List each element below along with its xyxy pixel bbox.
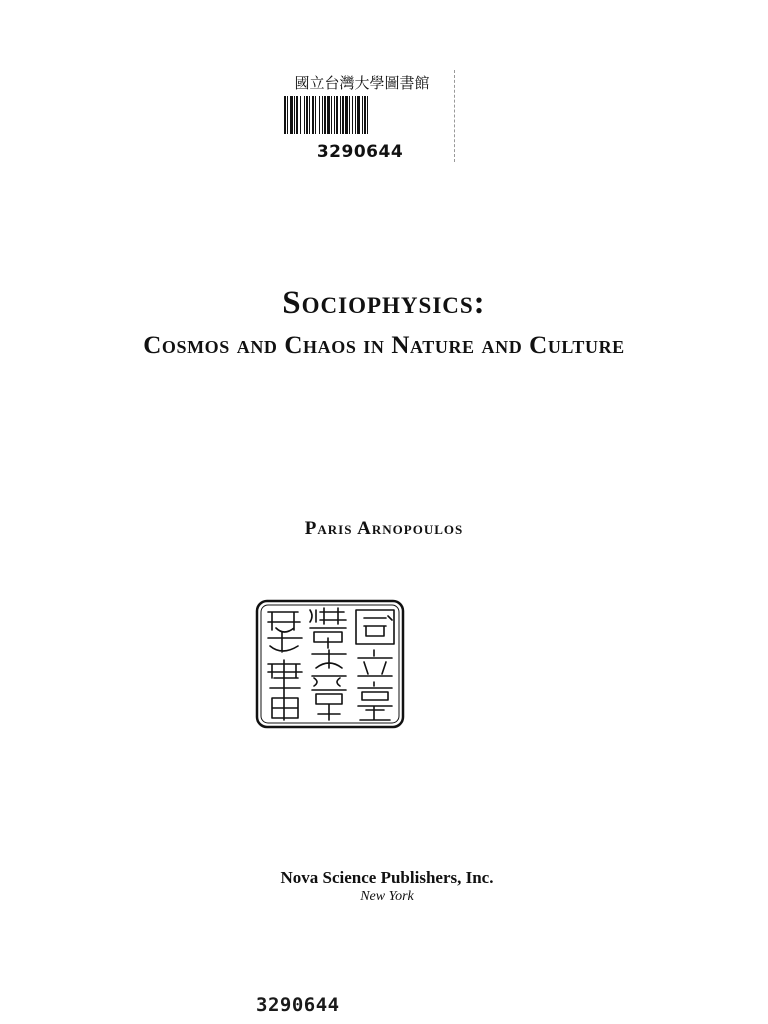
book-subtitle: Cosmos and Chaos in Nature and Culture <box>143 332 625 359</box>
library-name: 國立台灣大學圖書館 <box>294 74 430 92</box>
label-edge-divider <box>454 70 456 162</box>
publisher-name: Nova Science Publishers, Inc. <box>280 868 494 887</box>
library-seal-icon <box>254 598 406 730</box>
publisher-city: New York <box>360 889 414 904</box>
book-title: Sociophysics: <box>282 285 486 321</box>
stamped-accession-number: 3290644 <box>256 994 340 1016</box>
barcode-icon <box>284 96 434 134</box>
barcode-number: 3290644 <box>316 142 404 162</box>
author-name: Paris Arnopoulos <box>304 518 464 539</box>
library-barcode-label <box>276 68 456 164</box>
